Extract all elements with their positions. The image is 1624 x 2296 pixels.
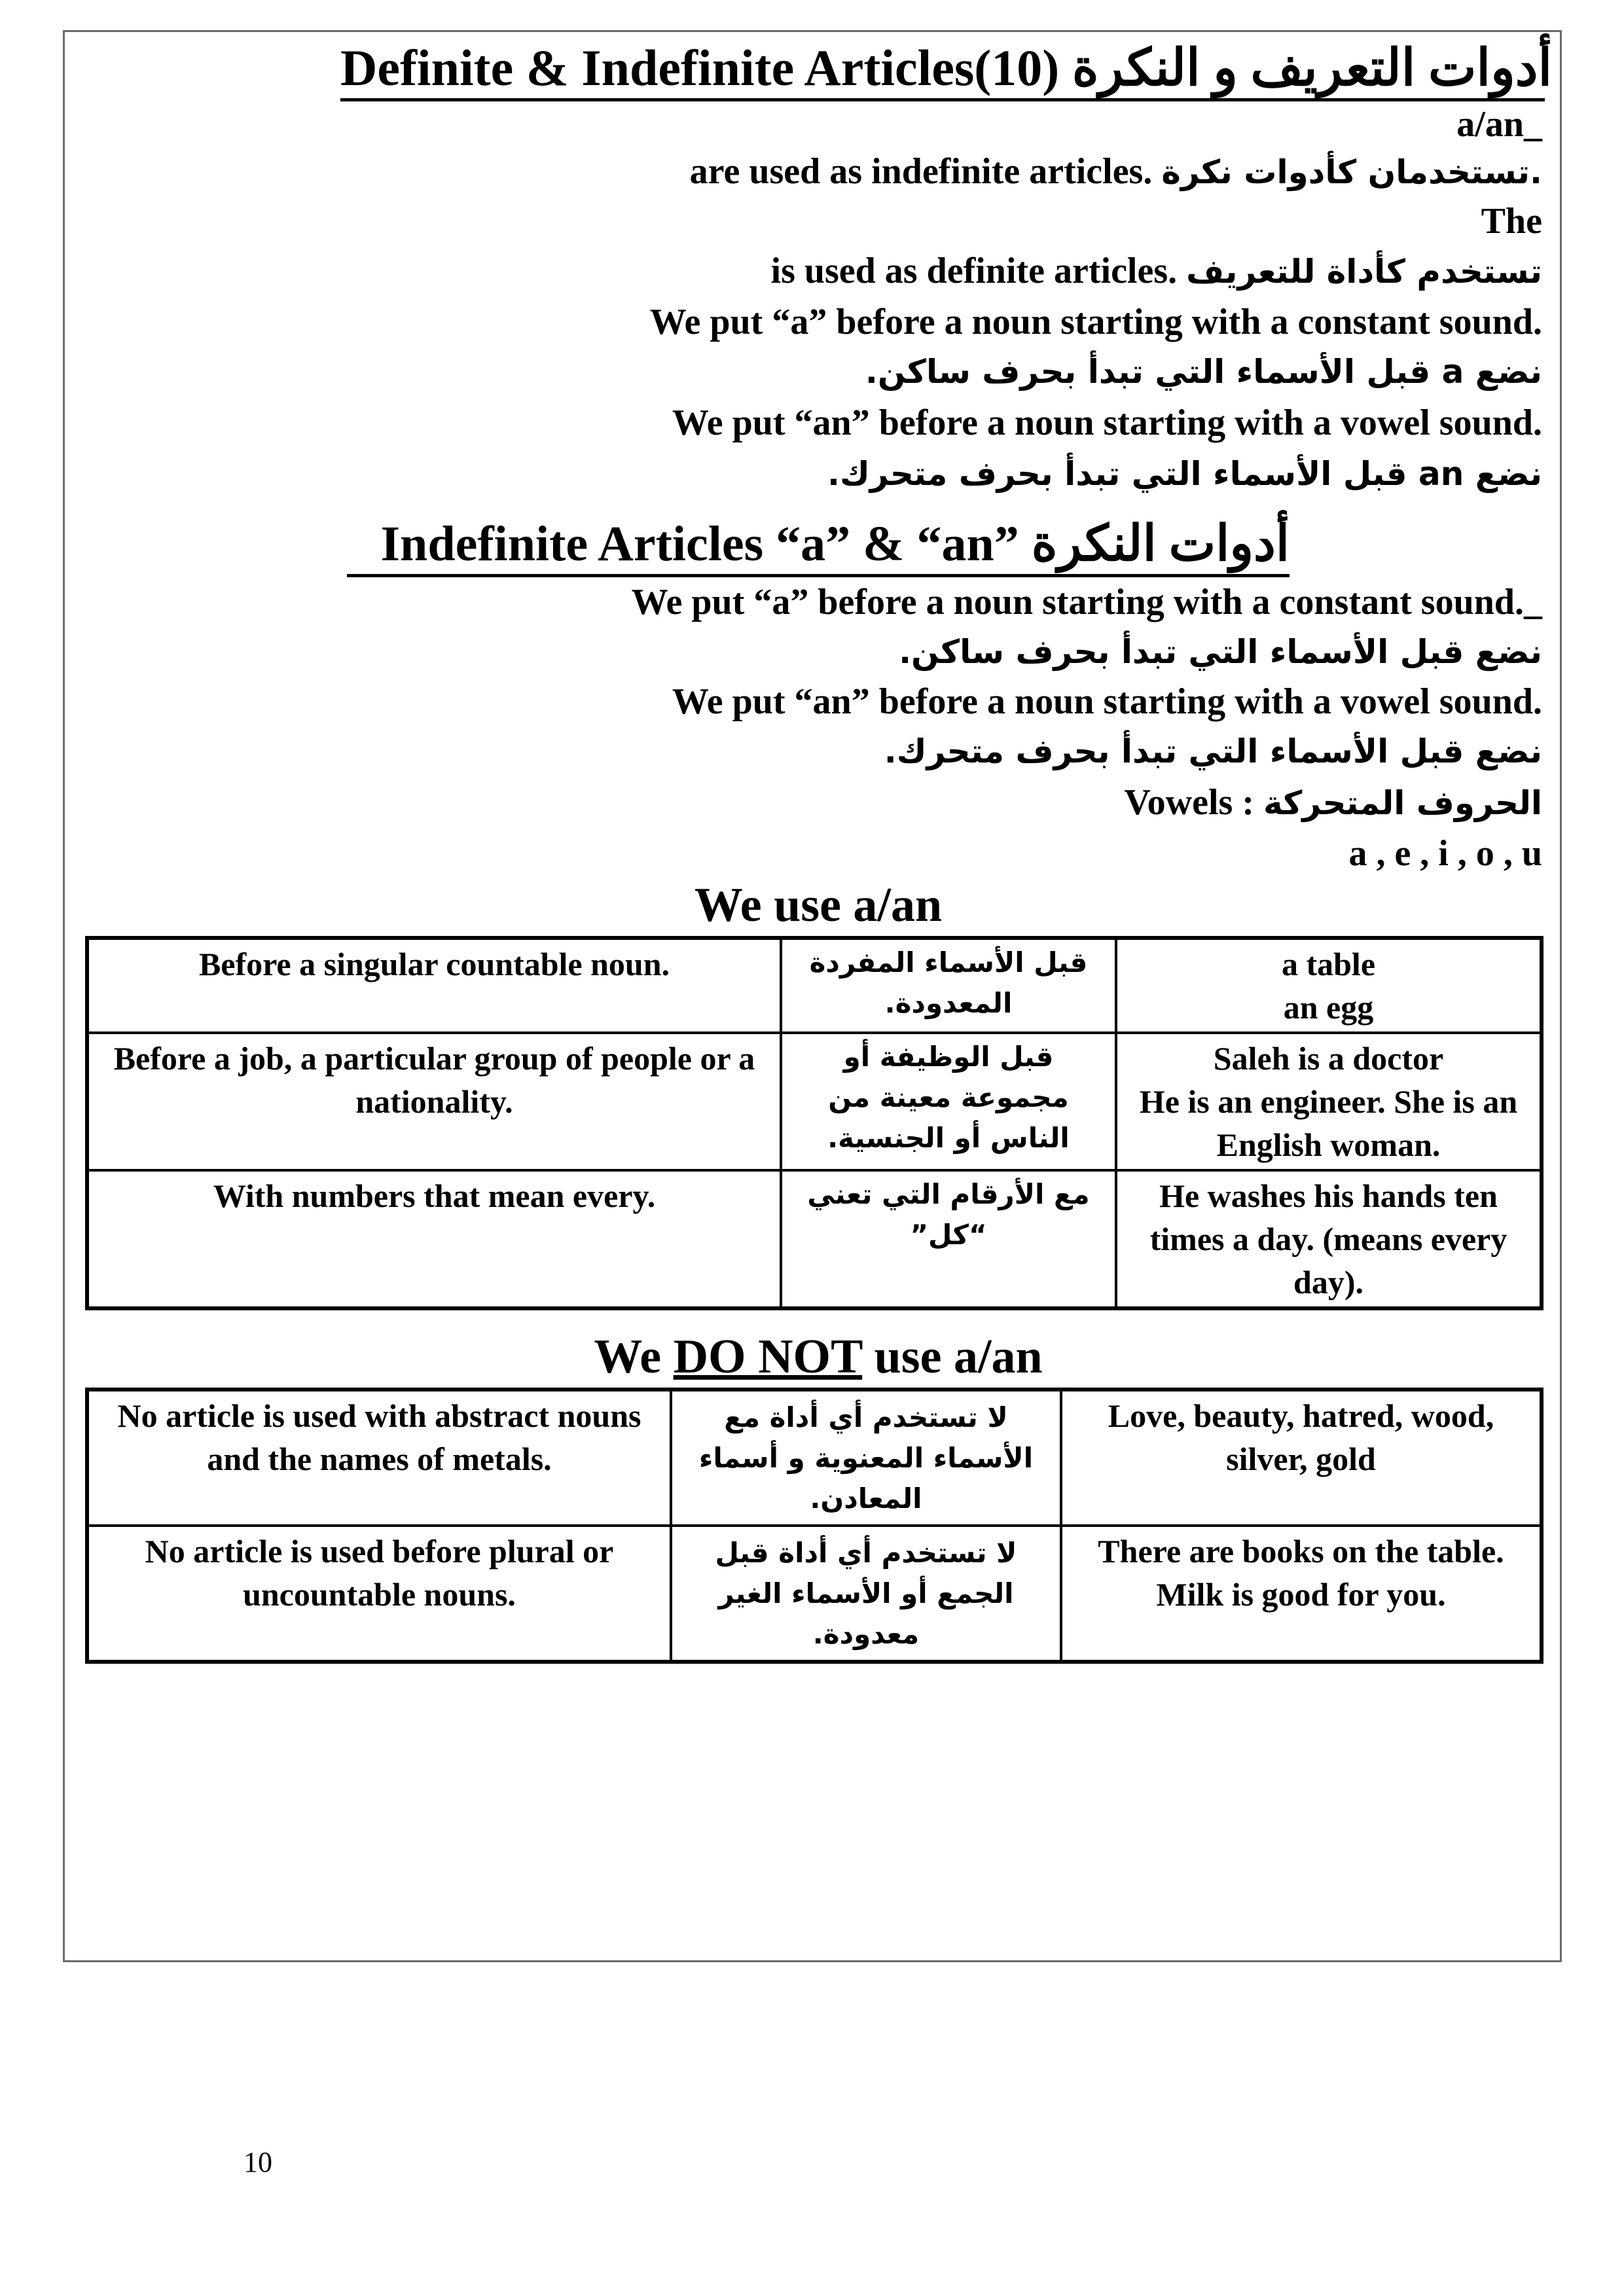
not-use-heading bbox=[458, 1329, 1178, 1385]
table-row bbox=[87, 938, 1542, 1033]
use-heading: We use a/an bbox=[694, 878, 943, 932]
section-subtitle: Indefinite Articles “a” & “an” أدوات النكرة bbox=[347, 514, 1290, 577]
intro-line-4-ar: تستخدم كأداة للتعريف bbox=[1186, 253, 1542, 291]
not-use-row-1-ar: لا تستخدم أي أداة مع الأسماء المعنوية و أسماء المعادن. bbox=[671, 1390, 1061, 1526]
intro-line-8: نضع an قبل الأسماء التي تبدأ بحرف متحرك. bbox=[827, 455, 1542, 493]
intro-line-6: نضع a قبل الأسماء التي تبدأ بحرف ساكن. bbox=[865, 353, 1542, 391]
section2-line-3: We put “an” before a noun starting with a vowel sound. bbox=[672, 681, 1542, 722]
not-use-row-1-en: No article is used with abstract nouns and the names of metals. bbox=[87, 1390, 671, 1526]
vowels-label: Vowels : bbox=[1124, 782, 1263, 823]
not-use-row-2-ar: لا تستخدم أي أداة قبل الجمع أو الأسماء الغير معدودة. bbox=[671, 1526, 1061, 1662]
table-row bbox=[87, 1390, 1542, 1526]
intro-line-2-en: are used as indefinite articles. bbox=[689, 151, 1162, 192]
section2-line-4: نضع قبل الأسماء التي تبدأ بحرف متحرك. bbox=[884, 732, 1542, 770]
table-row bbox=[87, 1170, 1542, 1308]
section2-line-2: نضع قبل الأسماء التي تبدأ بحرف ساكن. bbox=[899, 633, 1542, 671]
intro-line-4-en: is used as definite articles. bbox=[770, 251, 1187, 291]
section2-line-5 bbox=[1124, 779, 1542, 827]
intro-line-2-ar: تستخدمان كأدوات نكرة. bbox=[1161, 153, 1542, 191]
not-use-row-1-example: Love, beauty, hatred, wood, silver, gold bbox=[1061, 1390, 1542, 1526]
not-use-row-2-en: No article is used before plural or uncountable nouns. bbox=[87, 1526, 671, 1662]
use-row-2-example: Saleh is a doctor He is an engineer. She is an English woman. bbox=[1116, 1033, 1542, 1170]
intro-line-7: We put “an” before a noun starting with a vowel sound. bbox=[672, 403, 1542, 443]
use-row-3-example: He washes his hands ten times a day. (means every day). bbox=[1116, 1170, 1542, 1308]
intro-line-5: We put “a” before a noun starting with a constant sound. bbox=[649, 302, 1542, 342]
page-number: 10 bbox=[244, 2146, 272, 2178]
use-table bbox=[85, 936, 1543, 1310]
use-row-1-ar: قبل الأسماء المفردة المعدودة. bbox=[781, 938, 1116, 1033]
not-use-row-2-example: There are books on the table. Milk is good for you. bbox=[1061, 1526, 1542, 1662]
use-row-3-en: With numbers that mean every. bbox=[87, 1170, 781, 1308]
not-use-heading-emph: DO NOT bbox=[673, 1330, 863, 1384]
not-use-heading-post: use a/an bbox=[862, 1330, 1043, 1384]
section2-line-1: We put “a” before a noun starting with a constant sound._ bbox=[631, 582, 1542, 622]
not-use-heading-pre: We bbox=[594, 1330, 674, 1384]
intro-line-2 bbox=[690, 148, 1542, 196]
intro-line-1: a/an_ bbox=[1456, 104, 1542, 145]
use-row-1-en: Before a singular countable noun. bbox=[87, 938, 781, 1033]
use-row-3-ar: مع الأرقام التي تعني “كل” bbox=[781, 1170, 1116, 1308]
table-row bbox=[87, 1526, 1542, 1662]
use-row-1-example: a table an egg bbox=[1116, 938, 1542, 1033]
vowels-list: a , e , i , o , u bbox=[1348, 833, 1542, 874]
vowels-label-ar: الحروف المتحركة bbox=[1263, 784, 1542, 822]
intro-line-3: The bbox=[1481, 201, 1542, 242]
page-title: Definite & Indefinite Articlesأدوات التعريف و النكرة (10) bbox=[340, 38, 1545, 101]
intro-line-4 bbox=[771, 247, 1542, 295]
not-use-table bbox=[85, 1388, 1543, 1664]
use-row-2-en: Before a job, a particular group of people or a nationality. bbox=[87, 1033, 781, 1170]
use-row-2-ar: قبل الوظيفة أو مجموعة معينة من الناس أو الجنسية. bbox=[781, 1033, 1116, 1170]
table-row bbox=[87, 1033, 1542, 1170]
